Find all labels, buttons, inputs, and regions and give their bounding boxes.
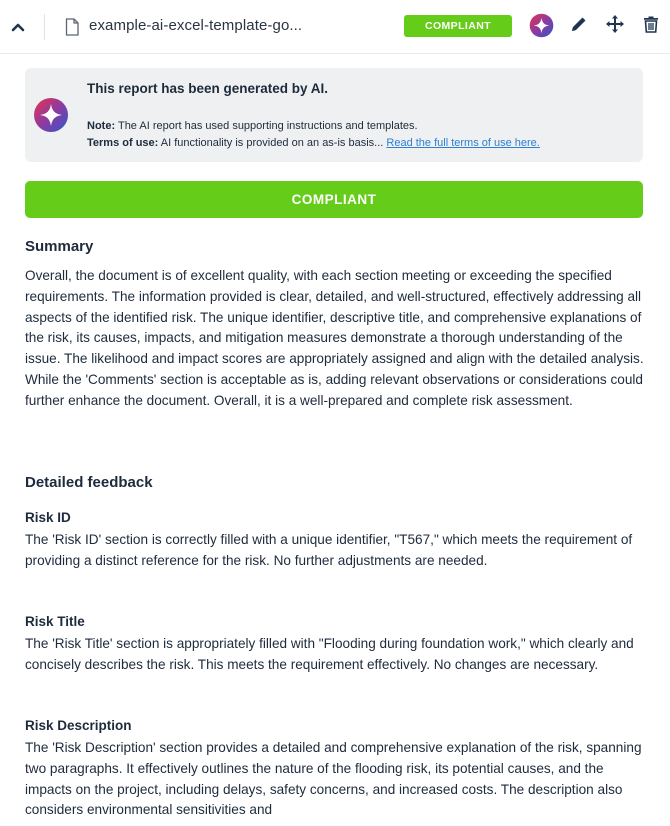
risk-id-heading: Risk ID: [25, 510, 71, 525]
file-icon: [64, 18, 80, 36]
risk-title-text: The 'Risk Title' section is appropriately filled with "Flooding during foundation work," which clearly and concisely describes the risk. This meets the requirement effectively. No changes are necessary.: [25, 636, 634, 672]
notice-note: [87, 120, 418, 132]
chevron-up-icon: [11, 22, 25, 32]
risk-title-heading: Risk Title: [25, 614, 85, 629]
move-icon: [605, 14, 625, 34]
move-button[interactable]: [604, 13, 626, 35]
notice-title: This report has been generated by AI.: [87, 81, 329, 96]
note-text: The AI report has used supporting instructions and templates.: [117, 120, 418, 132]
summary-text: Overall, the document is of excellent quality, with each section meeting or exceeding the specified requirements. The information provided is clear, detailed, and well-structured, effectively addressing all aspects of the identified risk. The unique identifier, descriptive title, and comprehensive explanations of the risk, its causes, impacts, and mitigation measures demonstrate a thorough understanding of the issue. The likelihood and impact scores are appropriately assigned and align with the detailed analysis. While the 'Comments' section is acceptable as is, adding relevant observations or considerations could further enhance the document. Overall, it is a well-prepared and complete risk assessment.: [25, 268, 644, 408]
ai-sparkle-icon: [33, 97, 69, 133]
report-header: [0, 0, 670, 54]
summary-heading: Summary: [25, 238, 94, 255]
pencil-icon: [570, 15, 588, 33]
risk-description-heading: Risk Description: [25, 718, 132, 733]
detailed-feedback-heading: Detailed feedback: [25, 474, 153, 491]
file-name[interactable]: example-ai-excel-template-go...: [89, 17, 303, 34]
terms-link[interactable]: Read the full terms of use here.: [386, 137, 540, 149]
terms-text: AI functionality is provided on an as-is basis...: [160, 137, 384, 149]
terms-label: Terms of use:: [87, 137, 159, 149]
note-label: Note:: [87, 120, 116, 132]
delete-button[interactable]: [640, 13, 662, 35]
trash-icon: [643, 15, 659, 33]
edit-button[interactable]: [568, 13, 590, 35]
ai-sparkle-icon: [529, 13, 554, 38]
risk-description-text: The 'Risk Description' section provides a detailed and comprehensive explanation of the risk, spanning two paragraphs. It effectively outlines the nature of the flooding risk, its potential causes, and the impacts on the project, including delays, safety concerns, and increased costs. The description also considers environmental sensitivities and: [25, 740, 642, 818]
status-badge: COMPLIANT: [404, 15, 512, 37]
risk-id-text: The 'Risk ID' section is correctly filled with a unique identifier, "T567," which meets the requirement of providing a distinct reference for the risk. No further adjustments are needed.: [25, 532, 633, 568]
compliance-status-bar: COMPLIANT: [25, 181, 643, 218]
header-divider: [44, 14, 45, 40]
ai-generated-notice: [25, 68, 643, 162]
notice-terms: [87, 137, 540, 149]
collapse-button[interactable]: [6, 14, 30, 40]
